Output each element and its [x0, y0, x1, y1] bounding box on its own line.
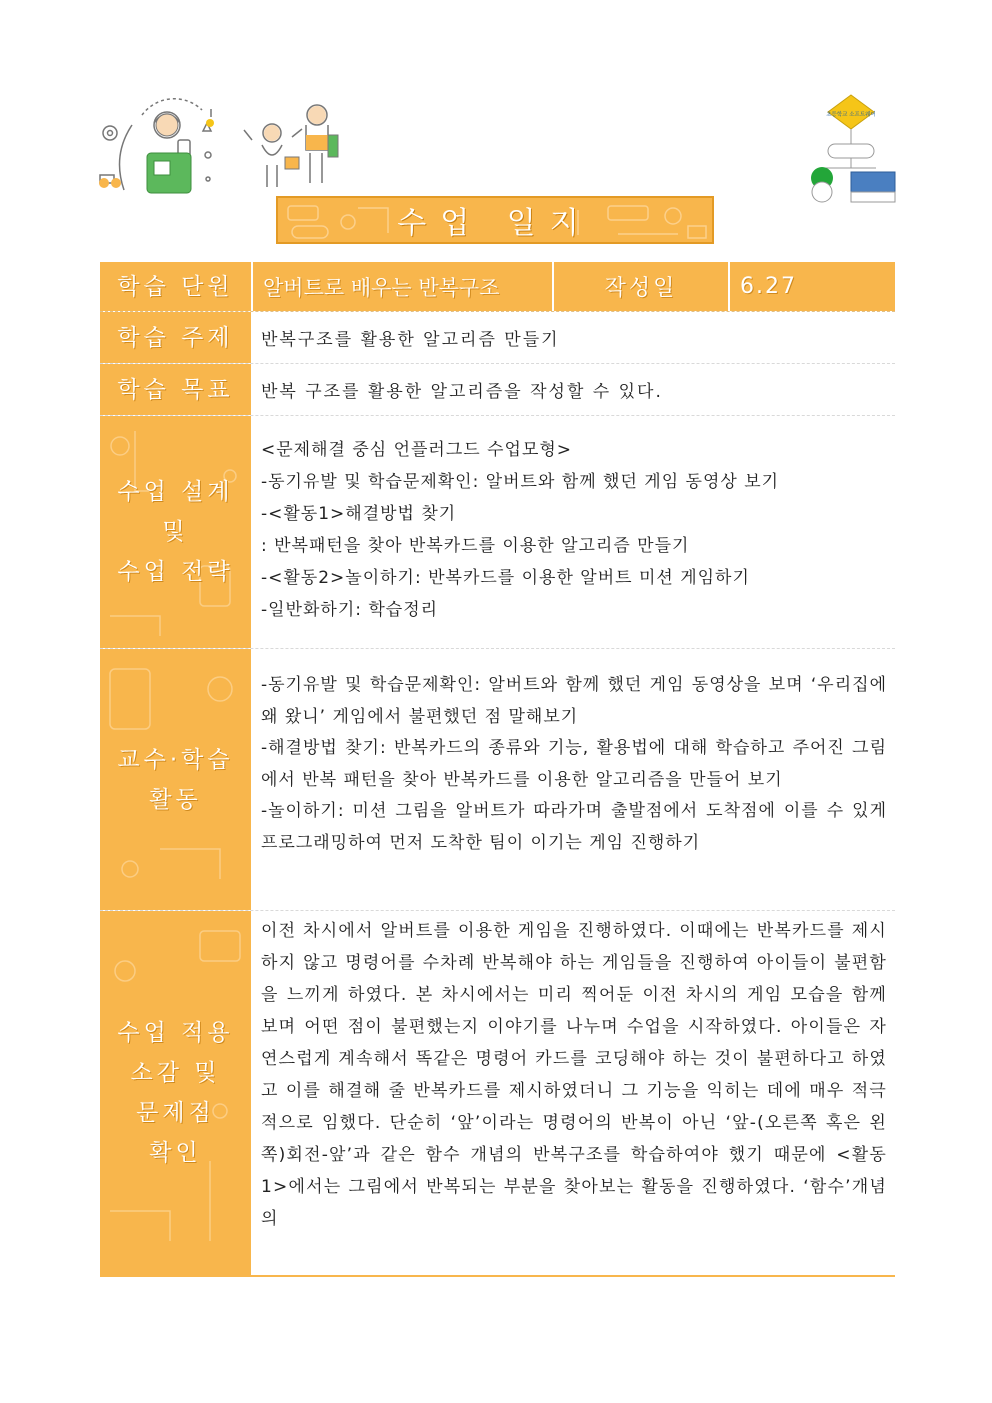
design-content	[251, 416, 895, 648]
unit-value: 알버트로 배우는 반복구조	[251, 262, 552, 311]
activity-paragraph: -동기유발 및 학습문제확인: 알버트와 함께 했던 게임 동영상을 보며 ‘우리집에 왜 왔니’ 게임에서 불편했던 점 말해보기	[261, 675, 887, 727]
label-goal: 학습 목표	[100, 364, 251, 415]
date-label: 작성일	[552, 262, 728, 311]
label-reflection: 수업 적용 소감 및 문제점 확인	[100, 911, 251, 1275]
row-unit	[100, 262, 895, 312]
label-activity: 교수·학습 활동	[100, 649, 251, 910]
label-design: 수업 설계 및 수업 전략	[100, 416, 251, 648]
lesson-journal-table	[100, 262, 895, 1277]
date-value: 6.27	[728, 262, 895, 311]
design-line: <문제해결 중심 언플러그드 수업모형>	[261, 440, 573, 460]
activity-content	[251, 649, 895, 910]
page-title: 수업 일지	[397, 206, 593, 241]
label-topic: 학습 주제	[100, 312, 251, 363]
title-banner	[276, 196, 714, 244]
row-goal	[100, 364, 895, 416]
design-line: -<활동1>해결방법 찾기	[261, 504, 457, 524]
design-line: -동기유발 및 학습문제확인: 알버트와 함께 했던 게임 동영상 보기	[261, 472, 780, 492]
design-line: -<활동2>놀이하기: 반복카드를 이용한 알버트 미션 게임하기	[261, 568, 750, 588]
design-line: : 반복패턴을 찾아 반복카드를 이용한 알고리즘 만들기	[261, 536, 690, 556]
row-reflection	[100, 911, 895, 1277]
topic-value: 반복구조를 활용한 알고리즘 만들기	[261, 330, 560, 350]
logo-text: 초등학교 소프트웨어	[826, 112, 876, 118]
goal-value: 반복 구조를 활용한 알고리즘을 작성할 수 있다.	[261, 382, 663, 402]
software-logo-icon	[806, 92, 906, 207]
row-activity	[100, 649, 895, 911]
reflection-content: 이전 차시에서 알버트를 이용한 게임을 진행하였다. 이때에는 반복카드를 제시하지 않고 명령어를 수차례 반복해야 하는 게임들을 진행하여 아이들이 불편함을 느끼게 하였다. 본 차시에서는 미리 찍어둔 이전 차시의 게임 모습을 함께 보며 어떤 점이 불편했는지 이야기를 나누며 수업을 시작하였다. 아이들은 자연스럽게 계속해서 똑같은 명령어 카드를 코딩해야 하는 것이 불편하다고 하였고 이를 해결해 줄 반복카드를 제시하였더니 그 기능을 익히는 데에 매우 적극적으로 임했다. 단순히 ‘앞’이라는 명령어의 반복이 아닌 ‘앞-(오른쪽 혹은 왼쪽)회전-앞’과 같은 함수 개념의 반복구조를 학습하여야 했기 때문에 <활동1>에서는 그림에서 반복되는 부분을 찾아보는 활동을 진행하였다. ‘함수’개념의	[261, 921, 887, 1229]
label-unit: 학습 단원	[100, 262, 251, 311]
kids-illustration-icon	[92, 95, 362, 200]
activity-paragraph: -놀이하기: 미션 그림을 알버트가 따라가며 출발점에서 도착점에 이를 수 있게 프로그래밍하여 먼저 도착한 팀이 이기는 게임 진행하기	[261, 801, 887, 853]
activity-paragraph: -해결방법 찾기: 반복카드의 종류와 기능, 활용법에 대해 학습하고 주어진 그림에서 반복 패턴을 찾아 반복카드를 이용한 알고리즘을 만들어 보기	[261, 738, 887, 790]
row-design	[100, 416, 895, 649]
row-topic	[100, 312, 895, 364]
design-line: -일반화하기: 학습정리	[261, 600, 439, 620]
